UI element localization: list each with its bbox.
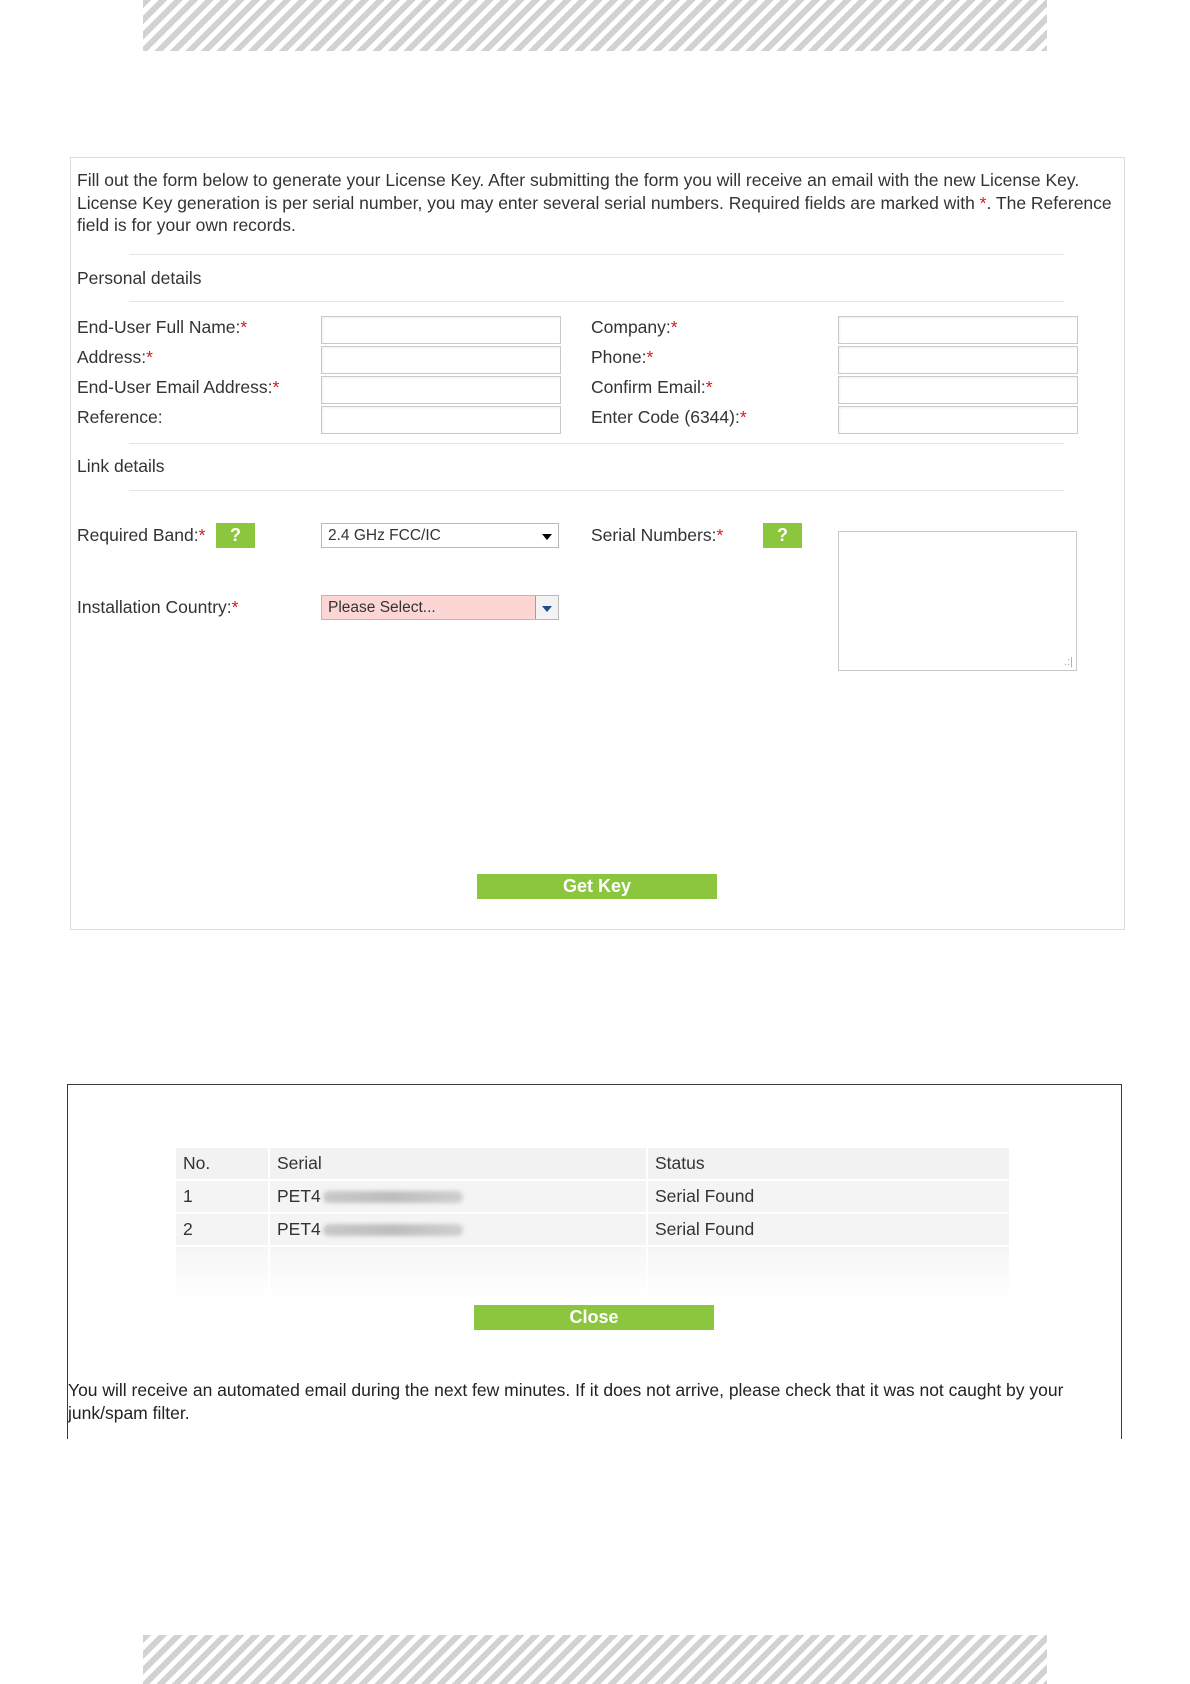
row-no: 1 [176,1180,269,1213]
full-name-input[interactable] [321,316,561,344]
table-spacer-row [176,1246,1009,1299]
row-status: Serial Found [647,1180,1009,1213]
footer-stripe [143,1635,1047,1684]
get-key-button[interactable]: Get Key [477,874,717,899]
header-stripe [143,0,1047,51]
address-label: Address:* [77,347,153,367]
redacted-serial [323,1224,463,1236]
full-name-label: End-User Full Name:* [77,317,248,337]
divider [129,443,1064,444]
phone-input[interactable] [838,346,1078,374]
enter-code-input[interactable] [838,406,1078,434]
header-no: No. [176,1148,269,1180]
link-details-heading: Link details [77,456,165,476]
chevron-down-icon [542,606,552,612]
required-band-label: Required Band:* [77,525,206,545]
row-serial: PET4 [269,1180,647,1213]
table-row [176,1213,1009,1246]
phone-label: Phone:* [591,347,654,367]
required-band-select[interactable]: 2.4 GHz FCC/IC [321,523,559,548]
email-input[interactable] [321,376,561,404]
resize-grip-icon[interactable]: .:| [1064,656,1073,668]
header-status: Status [647,1148,1009,1180]
divider [129,301,1064,302]
divider [129,490,1064,491]
personal-details-heading: Personal details [77,268,202,288]
serial-help-button[interactable]: ? [763,523,802,548]
required-star: * [979,192,987,213]
divider [129,254,1064,255]
confirm-email-input[interactable] [838,376,1078,404]
license-key-form [70,157,1125,930]
chevron-down-icon [542,534,552,540]
reference-input[interactable] [321,406,561,434]
band-help-button[interactable]: ? [216,523,255,548]
email-notice: You will receive an automated email during the next few minutes. If it does not arrive, please check that it was not caught by your junk/spam filter. [68,1380,1064,1423]
enter-code-label: Enter Code (6344):* [591,407,747,427]
redacted-serial [323,1191,463,1203]
installation-country-select[interactable]: Please Select... [321,595,559,620]
table-row [176,1180,1009,1213]
reference-label: Reference: [77,407,163,427]
row-serial: PET4 [269,1213,647,1246]
header-serial: Serial [269,1148,647,1180]
email-label: End-User Email Address:* [77,377,280,397]
row-no: 2 [176,1213,269,1246]
close-button[interactable]: Close [474,1305,714,1330]
row-status: Serial Found [647,1213,1009,1246]
installation-country-label: Installation Country:* [77,597,239,617]
serial-numbers-textarea[interactable] [838,531,1077,671]
results-panel [67,1084,1122,1439]
serial-numbers-label: Serial Numbers:* [591,525,724,545]
company-label: Company:* [591,317,678,337]
dropdown-button[interactable] [535,596,558,619]
address-input[interactable] [321,346,561,374]
serial-results-table [176,1148,1009,1299]
table-header-row [176,1148,1009,1180]
company-input[interactable] [838,316,1078,344]
confirm-email-label: Confirm Email:* [591,377,713,397]
form-intro: Fill out the form below to generate your License Key. After submitting the form you will receive an email with the new License Key. License Key generation is per serial number, you may enter several serial numbers. Required fields are marked with *. The Reference field is for your own records. [77,170,1112,235]
